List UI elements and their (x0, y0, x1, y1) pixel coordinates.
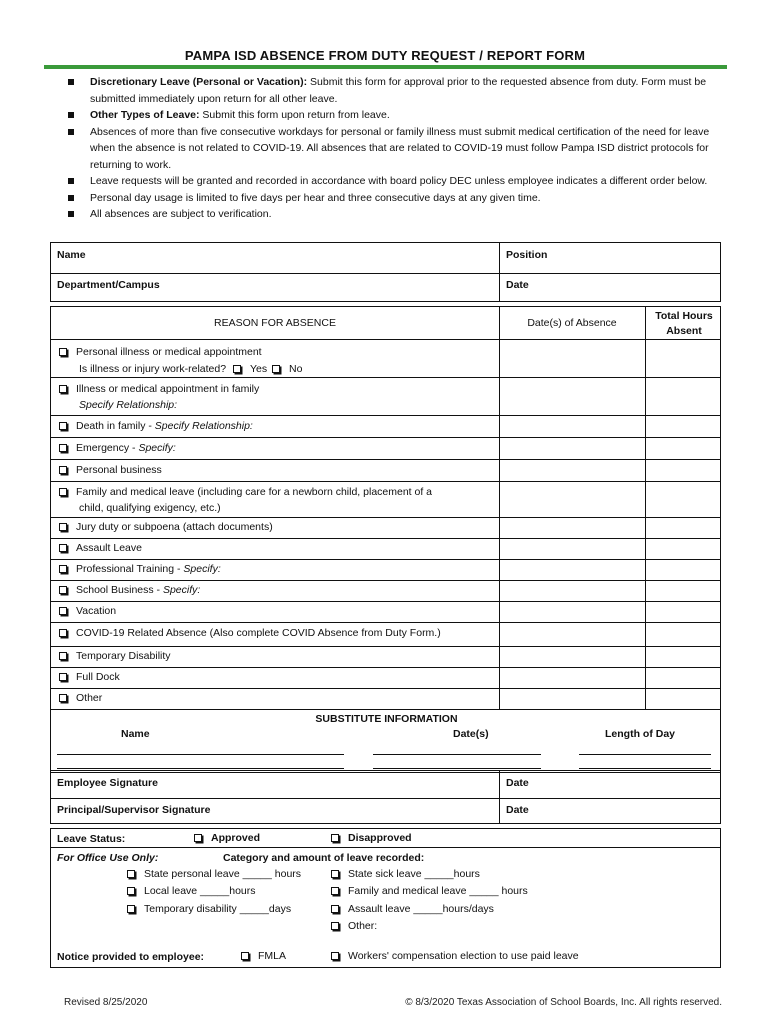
reason-family-medical-leave[interactable]: Family and medical leave (including care for a newborn child, placement of a child, qualifying exigency, etc.) (59, 484, 432, 516)
category-label: Category and amount of leave recorded: (223, 852, 425, 864)
checkbox[interactable] (59, 523, 67, 531)
checkbox[interactable] (331, 905, 339, 913)
other-leave[interactable]: Other: (331, 920, 377, 932)
substitute-length-line[interactable] (579, 768, 711, 769)
checkbox[interactable] (59, 629, 67, 637)
checkbox[interactable] (59, 565, 67, 573)
approved-option[interactable]: Approved (194, 832, 260, 844)
workers-comp-option[interactable]: Workers' compensation election to use paid leave (331, 950, 579, 962)
fmla-option[interactable]: FMLA (241, 950, 286, 962)
checkbox[interactable] (59, 385, 67, 393)
substitute-name-line[interactable] (57, 768, 344, 769)
checkbox[interactable] (59, 607, 67, 615)
yes-checkbox[interactable] (233, 365, 241, 373)
instruction-item: Personal day usage is limited to five days per hear and three consecutive days at any given time. (64, 190, 724, 207)
title-divider (44, 65, 727, 69)
reason-school-business[interactable]: School Business - Specify: (59, 584, 200, 596)
reason-professional-training[interactable]: Professional Training - Specify: (59, 563, 221, 575)
checkbox[interactable] (59, 652, 67, 660)
copyright: © 8/3/2020 Texas Association of School Boards, Inc. All rights reserved. (405, 997, 722, 1008)
checkbox[interactable] (127, 887, 135, 895)
form-title: PAMPA ISD ABSENCE FROM DUTY REQUEST / REPORT FORM (184, 48, 586, 63)
checkbox[interactable] (331, 922, 339, 930)
revised-date: Revised 8/25/2020 (64, 997, 148, 1008)
substitute-length-label: Length of Day (605, 728, 675, 740)
checkbox[interactable] (127, 905, 135, 913)
reason-assault-leave[interactable]: Assault Leave (59, 542, 142, 554)
substitute-dates-label: Date(s) (453, 728, 489, 740)
disapproved-option[interactable]: Disapproved (331, 832, 412, 844)
name-label: Name (57, 249, 86, 261)
local-leave[interactable]: Local leave _____hours (127, 885, 256, 897)
checkbox[interactable] (331, 870, 339, 878)
office-use-section (50, 828, 721, 968)
checkbox[interactable] (331, 887, 339, 895)
disapproved-checkbox[interactable] (331, 834, 339, 842)
instruction-item: Discretionary Leave (Personal or Vacation): Submit this form for approval prior to the requested absence from duty. Form must be submitted immediately upon return for all other leave. (64, 74, 724, 107)
employee-info-table (50, 242, 721, 302)
checkbox[interactable] (59, 694, 67, 702)
assault-leave[interactable]: Assault leave _____hours/days (331, 903, 494, 915)
instructions-list (64, 74, 724, 223)
approved-checkbox[interactable] (194, 834, 202, 842)
employee-signature-label: Employee Signature (57, 777, 158, 789)
instruction-item: Other Types of Leave: Submit this form upon return from leave. (64, 107, 724, 124)
dates-header: Date(s) of Absence (527, 317, 617, 329)
checkbox[interactable] (59, 466, 67, 474)
reason-personal-illness[interactable]: Personal illness or medical appointment Is illness or injury work-related? Yes No (59, 344, 302, 378)
employee-date-label: Date (506, 777, 529, 789)
reason-death-in-family[interactable]: Death in family - Specify Relationship: (59, 420, 253, 432)
checkbox[interactable] (59, 444, 67, 452)
reason-temporary-disability[interactable]: Temporary Disability (59, 650, 171, 662)
substitute-name-line[interactable] (57, 754, 344, 755)
principal-date-label: Date (506, 804, 529, 816)
date-label: Date (506, 279, 529, 291)
checkbox[interactable] (127, 870, 135, 878)
reason-header: REASON FOR ABSENCE (214, 317, 336, 329)
reason-family-illness[interactable]: Illness or medical appointment in family Specify Relationship: (59, 381, 259, 413)
substitute-dates-line[interactable] (373, 768, 541, 769)
reason-table (50, 306, 721, 710)
checkbox[interactable] (59, 586, 67, 594)
temporary-disability[interactable]: Temporary disability _____days (127, 903, 291, 915)
instruction-item: All absences are subject to verification. (64, 206, 724, 223)
instruction-item: Absences of more than five consecutive workdays for personal or family illness must submit medical certification of the need for leave when the absence is not related to COVID-19. All absences that are related to COVID-19 must follow Pampa ISD district protocols for returning to work. (64, 124, 724, 174)
checkbox[interactable] (59, 544, 67, 552)
checkbox[interactable] (59, 422, 67, 430)
no-checkbox[interactable] (272, 365, 280, 373)
position-label: Position (506, 249, 548, 261)
leave-status-label: Leave Status: (57, 833, 126, 845)
checkbox[interactable] (59, 488, 67, 496)
reason-covid[interactable]: COVID-19 Related Absence (Also complete COVID Absence from Duty Form.) (59, 627, 441, 639)
substitute-length-line[interactable] (579, 754, 711, 755)
reason-emergency[interactable]: Emergency - Specify: (59, 442, 176, 454)
hours-header: Total Hours Absent (655, 310, 713, 337)
signature-table (50, 770, 721, 824)
state-personal-leave[interactable]: State personal leave _____ hours (127, 868, 301, 880)
instruction-item: Leave requests will be granted and recorded in accordance with board policy DEC unless employee indicates a different order below. (64, 173, 724, 190)
checkbox[interactable] (331, 952, 339, 960)
checkbox[interactable] (59, 673, 67, 681)
office-use-label: For Office Use Only: (57, 852, 159, 864)
department-label: Department/Campus (57, 279, 160, 291)
reason-full-dock[interactable]: Full Dock (59, 671, 120, 683)
notice-label: Notice provided to employee: (57, 951, 205, 963)
checkbox[interactable] (241, 952, 249, 960)
reason-jury-duty[interactable]: Jury duty or subpoena (attach documents) (59, 521, 273, 533)
family-medical-leave[interactable]: Family and medical leave _____ hours (331, 885, 528, 897)
substitute-name-label: Name (121, 728, 150, 740)
checkbox[interactable] (59, 348, 67, 356)
substitute-dates-line[interactable] (373, 754, 541, 755)
reason-other[interactable]: Other (59, 692, 102, 704)
state-sick-leave[interactable]: State sick leave _____hours (331, 868, 480, 880)
reason-personal-business[interactable]: Personal business (59, 464, 162, 476)
substitute-section (50, 709, 721, 773)
reason-vacation[interactable]: Vacation (59, 605, 116, 617)
principal-signature-label: Principal/Supervisor Signature (57, 804, 211, 816)
substitute-heading: SUBSTITUTE INFORMATION (315, 713, 458, 725)
